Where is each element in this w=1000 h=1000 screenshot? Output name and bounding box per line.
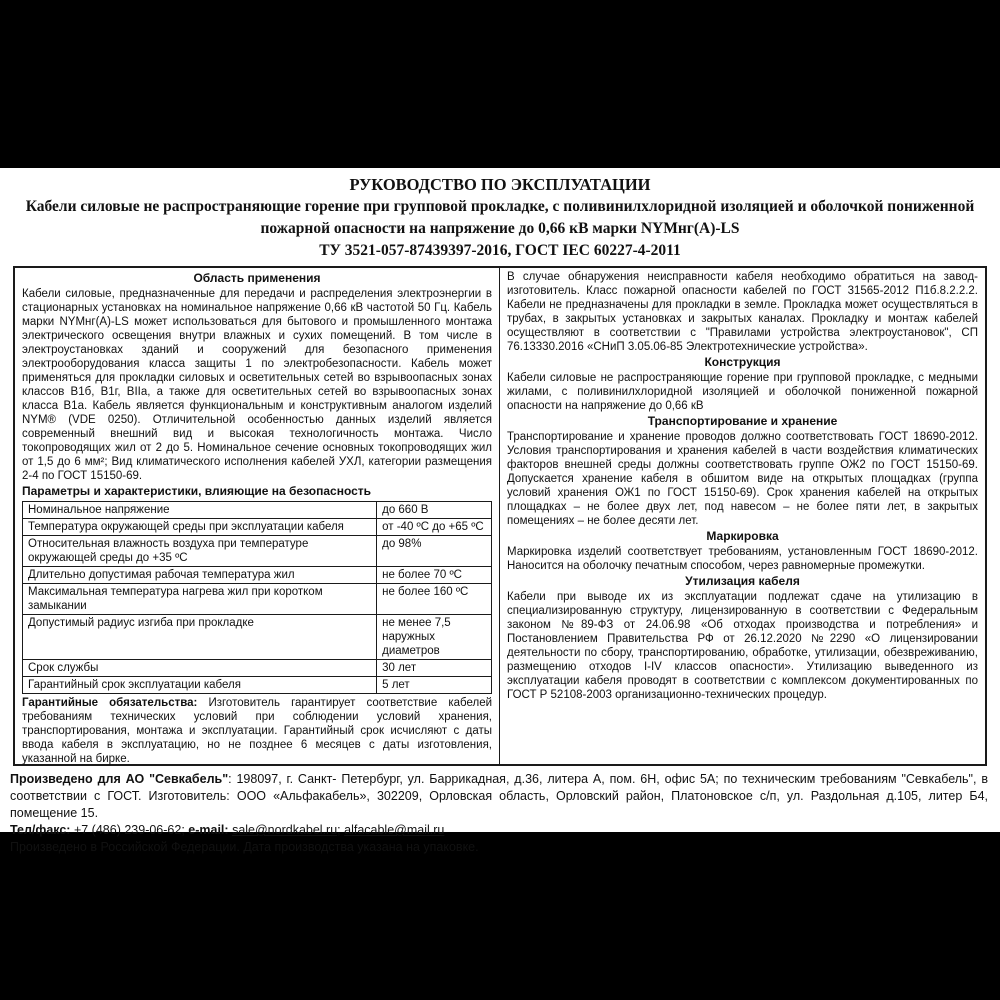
param-name-cell: Номинальное напряжение <box>23 502 377 519</box>
title-block <box>0 172 1000 263</box>
document-page <box>0 168 1000 854</box>
warranty-paragraph <box>22 696 492 766</box>
param-value-cell: от -40 ºС до +65 ºС <box>377 519 492 536</box>
param-value-cell: не более 160 ºС <box>377 584 492 615</box>
document-subtitle: Кабели силовые не распространяющие горение при групповой прокладке, с поливинилхлоридной изоляцией и оболочкой пониженной пожарной опасности на напряжение до 0,66 кВ марки NYMнг(А)-LS <box>25 198 975 237</box>
email-link-nordkabel[interactable]: sale@nordkabel.ru <box>232 823 338 837</box>
manufacturer-lead: Произведено для АО "Севкабель" <box>10 772 229 786</box>
manufacturer-line <box>10 771 988 822</box>
param-name-cell: Температура окружающей среды при эксплуатации кабеля <box>23 519 377 536</box>
param-value-cell: 30 лет <box>377 660 492 677</box>
param-name-cell: Относительная влажность воздуха при температуре окружающей среды до +35 ºС <box>23 536 377 567</box>
disposal-heading: Утилизация кабеля <box>685 574 800 588</box>
construction-heading: Конструкция <box>704 355 781 369</box>
table-row <box>23 536 492 567</box>
params-heading: Параметры и характеристики, влияющие на безопасность <box>22 484 372 498</box>
param-value-cell: до 660 В <box>377 502 492 519</box>
param-name-cell: Длительно допустимая рабочая температура жил <box>23 567 377 584</box>
param-value-cell: не менее 7,5 наружных диаметров <box>377 615 492 660</box>
document-title: РУКОВОДСТВО ПО ЭКСПЛУАТАЦИИ <box>349 175 651 194</box>
bottom-black-bar <box>0 832 1000 1000</box>
parameters-table <box>22 501 492 694</box>
top-black-bar <box>0 0 1000 168</box>
left-column <box>15 268 500 764</box>
param-name-cell: Допустимый радиус изгиба при прокладке <box>23 615 377 660</box>
transport-heading: Транспортирование и хранение <box>647 414 838 428</box>
param-name-cell: Гарантийный срок эксплуатации кабеля <box>23 677 377 694</box>
param-value-cell: не более 70 ºС <box>377 567 492 584</box>
transport-paragraph: Транспортирование и хранение проводов должно соответствовать ГОСТ 18690-2012. Условия транспортирования и хранения кабелей в части воздействия климатических факторов внешней среды должны соответствовать группе ОЖ2 по ГОСТ 15150-69. Допускается хранение кабеля в обшитом виде на открытых площадках (группа условий хранения ОЖ1 по ГОСТ 15150-69). Срок хранения кабелей на открытых площадках – не более двух лет, под навесом – не более пяти лет, в закрытых помещениях – не более десяти лет. <box>507 431 978 527</box>
param-name-cell: Срок службы <box>23 660 377 677</box>
scope-heading: Область применения <box>193 271 321 285</box>
construction-paragraph: Кабели силовые не распространяющие горение при групповой прокладке, с медными жилами, с поливинилхлоридной изоляцией и оболочкой пониженной пожарной опасности на напряжение до 0,66 кВ <box>507 372 978 412</box>
phone-number: +7 (486) 239-06-62; <box>70 823 189 837</box>
marking-heading: Маркировка <box>706 529 779 543</box>
main-content-box <box>13 266 987 766</box>
phone-label: Тел/факс: <box>10 823 71 837</box>
table-row <box>23 660 492 677</box>
table-row <box>23 584 492 615</box>
disposal-paragraph: Кабели при выводе их из эксплуатации подлежат сдаче на утилизацию в специализированную структуру, лицензированную в соответствии с Федеральным законом №89-ФЗ от 24.06.98 «Об отходах производства и потребления» и Постановлением Правительства РФ от 26.12.2020 №2290 «О лицензировании деятельности по сбору, транспортированию, обработке, утилизации, обезвреживанию, размещению отходов I-IV классов опасности». Утилизацию выведенного из эксплуатации кабеля проводят в соответствии с комплексом документированных по ГОСТ Р 52108-2003 организационно-технических процедур. <box>507 591 978 701</box>
table-row <box>23 567 492 584</box>
country-line: Произведено в Российской Федерации. Дата производства указана на упаковке. <box>10 840 479 854</box>
email-link-alfacable[interactable]: alfacable@mail.ru <box>344 823 445 837</box>
warranty-lead: Гарантийные обязательства: <box>22 697 198 709</box>
scope-paragraph: Кабели силовые, предназначенные для передачи и распределения электроэнергии в стационарных установках на номинальное напряжение 0,66 кВ частотой 50 Гц. Кабель марки NYMнг(А)-LS может использоваться для бытового и промышленного монтажа электрического освещения внутри влажных и сухих помещений. В том числе в электроустановках зданий и сооружений для безопасного применения электрооборудования класса защиты 1 по электробезопасности. Кабель может применяться для прокладки силовых и осветительных сетей во взрывоопасных зонах классов В1б, В1г, ВIIа, а также для осветительных сетей во взрывоопасных зонах класса В1а. Кабель является функциональным и конструктивным аналогом изделий NYM® (VDE 0250). Отличительной особенностью данных изделий является современный внешний вид и высокая технологичность монтажа. Число токопроводящих жил от 2 до 5. Номинальное сечение основных токопроводящих жил от 1,5 до 6 мм²; Вид климатического исполнения кабелей УХЛ, категории размещения 2-4 по ГОСТ 15150-69. <box>22 288 492 482</box>
warranty-text: Изготовитель гарантирует соответствие кабелей требованиям технических условий при соблюдении условий хранения, транспортирования, монтажа и эксплуатации. Гарантийный срок исчисляют с даты ввода кабеля в эксплуатацию, но не позднее 6 месяцев с даты изготовления, указанной на бирке. <box>22 697 493 765</box>
email-separator: ; <box>337 823 345 837</box>
param-name-cell: Максимальная температура нагрева жил при коротком замыкании <box>23 584 377 615</box>
table-row <box>23 519 492 536</box>
document-standards: ТУ 3521-057-87439397-2016, ГОСТ IEC 60227-4-2011 <box>319 242 681 259</box>
table-row <box>23 615 492 660</box>
table-row <box>23 502 492 519</box>
param-value-cell: 5 лет <box>377 677 492 694</box>
right-column <box>500 268 985 764</box>
manufacturer-text: : 198097, г. Санкт- Петербург, ул. Баррикадная, д.36, литера А, пом. 6Н, офис 5А; по техническим требованиям "Севкабель", в соответствии с ГОСТ. Изготовитель: ООО «Альфакабель», 302209, Орловская область, Орловский район, Платоновское с/п, ул. Раздольная д.105, литер Б4, помещение 15. <box>10 772 988 820</box>
fault-paragraph: В случае обнаружения неисправности кабеля необходимо обратиться на завод-изготовитель. Класс пожарной опасности кабелей по ГОСТ 31565-2012 П1б.8.2.2.2. Кабели не предназначены для прокладки в земле. Прокладка может осуществляться в трубах, в закрытых установках и закрытых каналах. Прокладку и монтаж кабелей осуществляют в соответствии с "Правилами устройства электроустановок", СП 76.13330.2016 «СНиП 3.05.06-85 Электротехнические устройства». <box>507 271 978 353</box>
param-value-cell: до 98% <box>377 536 492 567</box>
marking-paragraph: Маркировка изделий соответствует требованиям, установленным ГОСТ 18690-2012. Наносится на оболочку печатным способом, через равномерные промежутки. <box>507 546 978 572</box>
email-label: e-mail: <box>188 823 229 837</box>
table-row <box>23 677 492 694</box>
